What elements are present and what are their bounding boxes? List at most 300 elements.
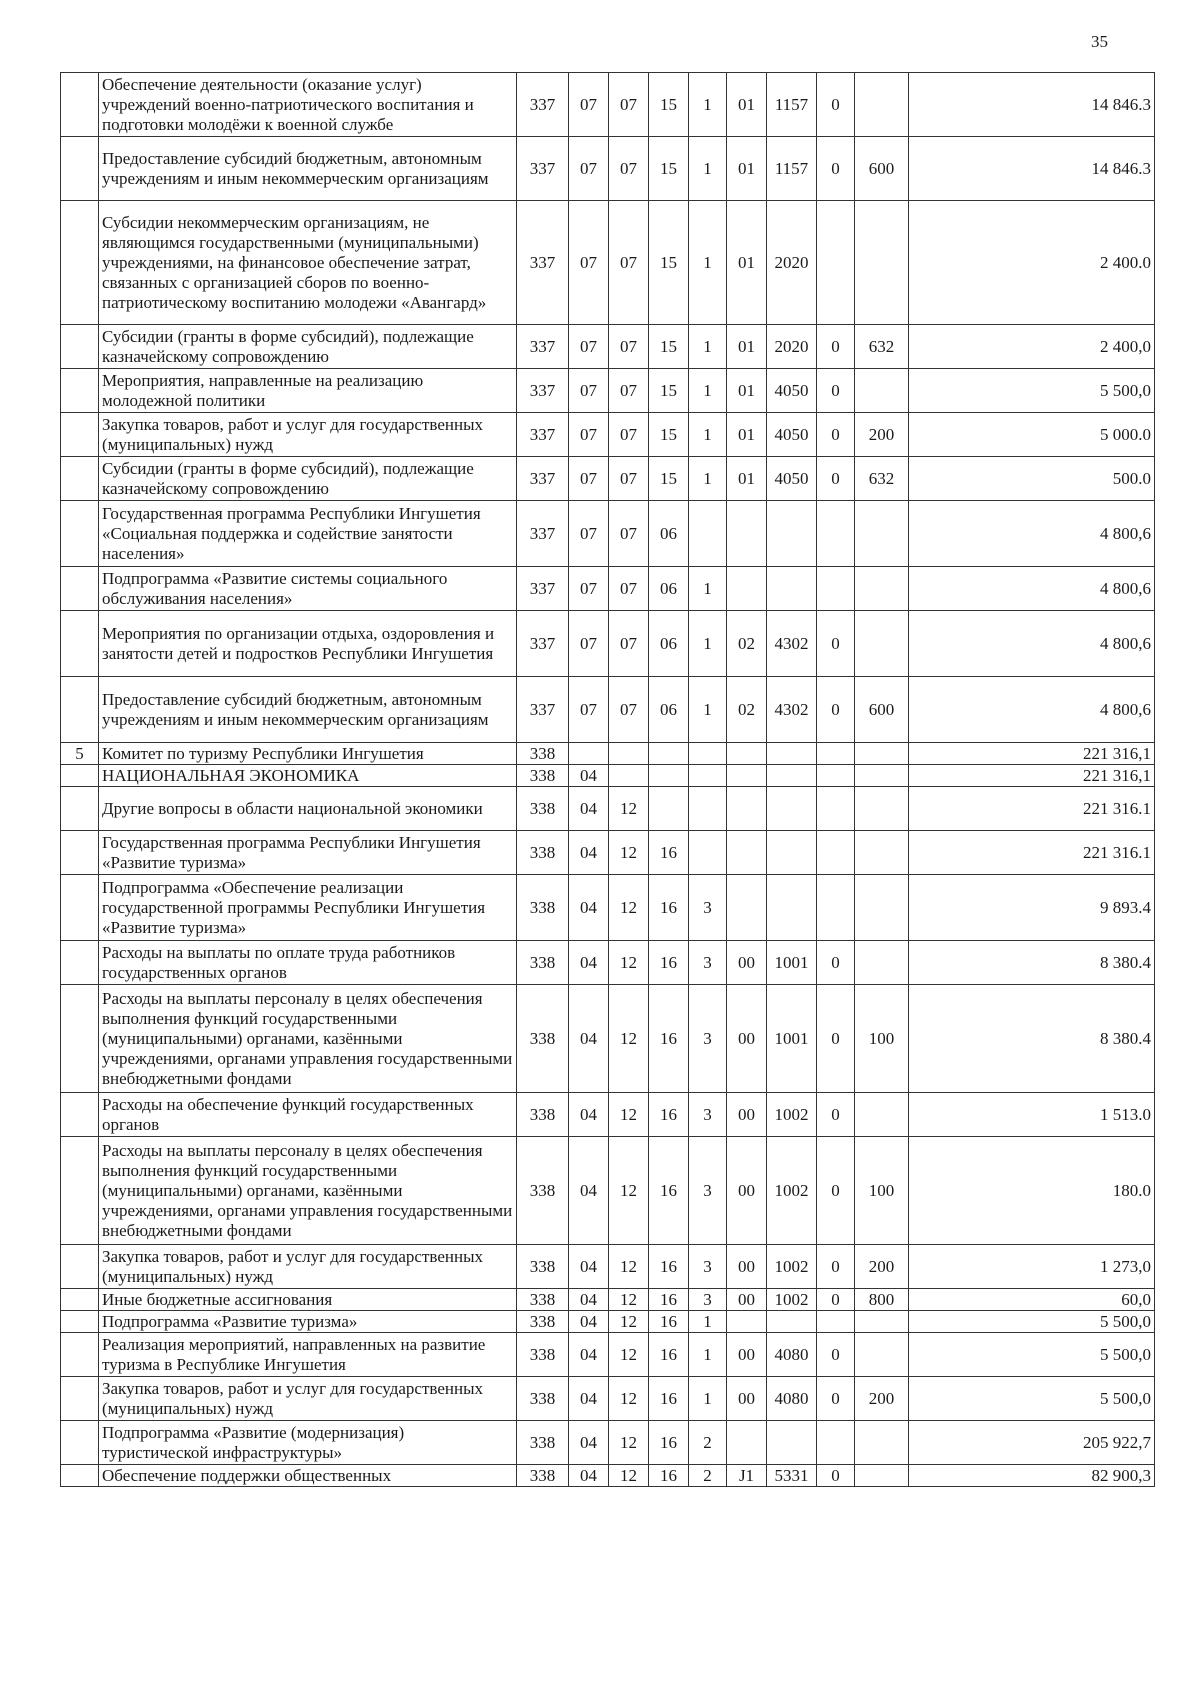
code-cell: 0: [817, 1289, 855, 1311]
code-cell: 337: [517, 457, 569, 501]
code-cell: 1: [689, 137, 727, 201]
code-cell: 338: [517, 1245, 569, 1289]
code-cell: 04: [569, 1377, 609, 1421]
table-row: [61, 985, 1155, 1093]
budget-table: [60, 72, 1155, 1487]
code-cell: [649, 787, 689, 831]
code-cell: 07: [609, 567, 649, 611]
row-index-cell: [61, 325, 99, 369]
amount-cell: 221 316.1: [909, 787, 1155, 831]
code-cell: [817, 1421, 855, 1465]
code-cell: 600: [855, 677, 909, 743]
row-index-cell: [61, 1137, 99, 1245]
code-cell: 04: [569, 1333, 609, 1377]
code-cell: 00: [727, 985, 767, 1093]
row-index-cell: [61, 201, 99, 325]
table-row: [61, 137, 1155, 201]
row-index-cell: [61, 1377, 99, 1421]
code-cell: 16: [649, 1465, 689, 1487]
code-cell: 00: [727, 1093, 767, 1137]
code-cell: 04: [569, 941, 609, 985]
item-name-cell: Подпрограмма «Развитие туризма»: [99, 1311, 517, 1333]
code-cell: [855, 1465, 909, 1487]
table-row: [61, 457, 1155, 501]
table-row: [61, 743, 1155, 765]
code-cell: 04: [569, 1311, 609, 1333]
code-cell: 0: [817, 413, 855, 457]
code-cell: 16: [649, 1245, 689, 1289]
code-cell: 16: [649, 941, 689, 985]
code-cell: 15: [649, 201, 689, 325]
code-cell: 04: [569, 1245, 609, 1289]
code-cell: 337: [517, 413, 569, 457]
item-name-cell: Субсидии (гранты в форме субсидий), подлежащие казначейскому сопровождению: [99, 457, 517, 501]
code-cell: 1: [689, 73, 727, 137]
code-cell: 600: [855, 137, 909, 201]
code-cell: [767, 743, 817, 765]
code-cell: 1002: [767, 1137, 817, 1245]
code-cell: 16: [649, 875, 689, 941]
code-cell: [727, 743, 767, 765]
code-cell: [855, 765, 909, 787]
code-cell: 2020: [767, 325, 817, 369]
code-cell: 07: [609, 457, 649, 501]
code-cell: [855, 1093, 909, 1137]
code-cell: 338: [517, 1465, 569, 1487]
code-cell: 4302: [767, 611, 817, 677]
code-cell: 12: [609, 1137, 649, 1245]
code-cell: 338: [517, 1289, 569, 1311]
amount-cell: 4 800,6: [909, 567, 1155, 611]
code-cell: 01: [727, 369, 767, 413]
code-cell: 00: [727, 1289, 767, 1311]
code-cell: 200: [855, 1245, 909, 1289]
table-row: [61, 1245, 1155, 1289]
item-name-cell: Расходы на выплаты по оплате труда работников государственных органов: [99, 941, 517, 985]
table-row: [61, 73, 1155, 137]
code-cell: [817, 787, 855, 831]
code-cell: 338: [517, 1377, 569, 1421]
code-cell: 15: [649, 413, 689, 457]
code-cell: 338: [517, 787, 569, 831]
amount-cell: 9 893.4: [909, 875, 1155, 941]
code-cell: [767, 1311, 817, 1333]
code-cell: 16: [649, 1093, 689, 1137]
code-cell: 337: [517, 73, 569, 137]
table-row: [61, 369, 1155, 413]
code-cell: 338: [517, 1137, 569, 1245]
code-cell: 337: [517, 567, 569, 611]
code-cell: 12: [609, 787, 649, 831]
amount-cell: 82 900,3: [909, 1465, 1155, 1487]
row-index-cell: [61, 73, 99, 137]
code-cell: 1: [689, 611, 727, 677]
item-name-cell: Подпрограмма «Обеспечение реализации государственной программы Республики Ингушетия «Развитие туризма»: [99, 875, 517, 941]
item-name-cell: Расходы на обеспечение функций государственных органов: [99, 1093, 517, 1137]
code-cell: [817, 875, 855, 941]
code-cell: 0: [817, 1093, 855, 1137]
code-cell: 04: [569, 1289, 609, 1311]
code-cell: 0: [817, 611, 855, 677]
code-cell: [855, 369, 909, 413]
code-cell: [855, 611, 909, 677]
code-cell: 3: [689, 1289, 727, 1311]
code-cell: 338: [517, 743, 569, 765]
code-cell: 07: [569, 73, 609, 137]
code-cell: 2020: [767, 201, 817, 325]
code-cell: 16: [649, 1137, 689, 1245]
code-cell: [855, 1333, 909, 1377]
code-cell: [855, 1421, 909, 1465]
amount-cell: 14 846.3: [909, 73, 1155, 137]
amount-cell: 2 400.0: [909, 201, 1155, 325]
row-index-cell: [61, 875, 99, 941]
row-index-cell: [61, 831, 99, 875]
code-cell: [609, 743, 649, 765]
code-cell: 0: [817, 457, 855, 501]
item-name-cell: Мероприятия по организации отдыха, оздоровления и занятости детей и подростков Республики Ингушетия: [99, 611, 517, 677]
code-cell: [569, 743, 609, 765]
code-cell: 4050: [767, 457, 817, 501]
amount-cell: 4 800,6: [909, 677, 1155, 743]
code-cell: 07: [569, 325, 609, 369]
code-cell: 07: [609, 501, 649, 567]
code-cell: J1: [727, 1465, 767, 1487]
code-cell: 0: [817, 1333, 855, 1377]
code-cell: 338: [517, 765, 569, 787]
code-cell: 07: [609, 201, 649, 325]
row-index-cell: [61, 765, 99, 787]
code-cell: 16: [649, 831, 689, 875]
code-cell: 02: [727, 611, 767, 677]
table-row: [61, 1289, 1155, 1311]
code-cell: [855, 73, 909, 137]
code-cell: 1: [689, 325, 727, 369]
code-cell: 16: [649, 1421, 689, 1465]
code-cell: 01: [727, 201, 767, 325]
code-cell: [855, 501, 909, 567]
table-row: [61, 1333, 1155, 1377]
row-index-cell: [61, 787, 99, 831]
code-cell: 15: [649, 325, 689, 369]
code-cell: 15: [649, 369, 689, 413]
code-cell: 04: [569, 985, 609, 1093]
code-cell: 1001: [767, 985, 817, 1093]
code-cell: 00: [727, 1333, 767, 1377]
code-cell: 07: [609, 369, 649, 413]
code-cell: 04: [569, 787, 609, 831]
code-cell: 06: [649, 677, 689, 743]
code-cell: 06: [649, 611, 689, 677]
amount-cell: 205 922,7: [909, 1421, 1155, 1465]
table-row: [61, 677, 1155, 743]
code-cell: [855, 875, 909, 941]
table-row: [61, 941, 1155, 985]
code-cell: 1: [689, 457, 727, 501]
code-cell: 16: [649, 1311, 689, 1333]
code-cell: 01: [727, 413, 767, 457]
code-cell: 07: [569, 611, 609, 677]
row-index-cell: [61, 369, 99, 413]
row-index-cell: [61, 941, 99, 985]
code-cell: 16: [649, 1289, 689, 1311]
table-row: [61, 765, 1155, 787]
item-name-cell: Расходы на выплаты персоналу в целях обеспечения выполнения функций государственными (муниципальными) органами, казёнными учреждениями, органами управления государственными внебюджетными фондами: [99, 1137, 517, 1245]
code-cell: 200: [855, 1377, 909, 1421]
code-cell: 338: [517, 831, 569, 875]
code-cell: 3: [689, 1245, 727, 1289]
row-index-cell: [61, 1311, 99, 1333]
code-cell: 337: [517, 501, 569, 567]
code-cell: 1: [689, 1377, 727, 1421]
row-index-cell: [61, 1333, 99, 1377]
code-cell: [689, 743, 727, 765]
row-index-cell: [61, 611, 99, 677]
amount-cell: 221 316,1: [909, 743, 1155, 765]
code-cell: 12: [609, 1465, 649, 1487]
code-cell: 12: [609, 1377, 649, 1421]
code-cell: [855, 201, 909, 325]
code-cell: 632: [855, 457, 909, 501]
code-cell: [727, 1311, 767, 1333]
row-index-cell: [61, 501, 99, 567]
code-cell: 1002: [767, 1093, 817, 1137]
code-cell: 1157: [767, 73, 817, 137]
table-body: [61, 73, 1155, 1487]
code-cell: 337: [517, 677, 569, 743]
item-name-cell: Закупка товаров, работ и услуг для государственных (муниципальных) нужд: [99, 413, 517, 457]
code-cell: 337: [517, 325, 569, 369]
code-cell: 2: [689, 1421, 727, 1465]
code-cell: 1: [689, 677, 727, 743]
code-cell: 07: [569, 369, 609, 413]
amount-cell: 5 500,0: [909, 369, 1155, 413]
code-cell: 1: [689, 1333, 727, 1377]
code-cell: [767, 567, 817, 611]
code-cell: 07: [609, 611, 649, 677]
code-cell: 3: [689, 1137, 727, 1245]
table-row: [61, 1377, 1155, 1421]
row-index-cell: [61, 1289, 99, 1311]
code-cell: 16: [649, 985, 689, 1093]
code-cell: 00: [727, 1137, 767, 1245]
code-cell: [855, 743, 909, 765]
code-cell: 04: [569, 1093, 609, 1137]
code-cell: 3: [689, 875, 727, 941]
code-cell: 1001: [767, 941, 817, 985]
amount-cell: 1 273,0: [909, 1245, 1155, 1289]
code-cell: 07: [609, 325, 649, 369]
code-cell: 06: [649, 567, 689, 611]
code-cell: 4050: [767, 413, 817, 457]
code-cell: 338: [517, 875, 569, 941]
row-index-cell: 5: [61, 743, 99, 765]
code-cell: 1157: [767, 137, 817, 201]
row-index-cell: [61, 137, 99, 201]
amount-cell: 180.0: [909, 1137, 1155, 1245]
code-cell: [767, 875, 817, 941]
code-cell: 0: [817, 325, 855, 369]
code-cell: 4302: [767, 677, 817, 743]
code-cell: [727, 765, 767, 787]
code-cell: 200: [855, 413, 909, 457]
code-cell: 338: [517, 1093, 569, 1137]
code-cell: 07: [609, 73, 649, 137]
item-name-cell: Предоставление субсидий бюджетным, автономным учреждениям и иным некоммерческим организациям: [99, 137, 517, 201]
item-name-cell: Подпрограмма «Развитие системы социального обслуживания населения»: [99, 567, 517, 611]
code-cell: 04: [569, 1137, 609, 1245]
code-cell: 0: [817, 137, 855, 201]
code-cell: [855, 787, 909, 831]
row-index-cell: [61, 1421, 99, 1465]
amount-cell: 14 846.3: [909, 137, 1155, 201]
row-index-cell: [61, 1245, 99, 1289]
code-cell: 01: [727, 73, 767, 137]
code-cell: 07: [569, 457, 609, 501]
code-cell: [817, 201, 855, 325]
code-cell: 337: [517, 611, 569, 677]
code-cell: 1002: [767, 1289, 817, 1311]
code-cell: 5331: [767, 1465, 817, 1487]
code-cell: 1: [689, 1311, 727, 1333]
amount-cell: 2 400,0: [909, 325, 1155, 369]
code-cell: 15: [649, 73, 689, 137]
code-cell: 338: [517, 1421, 569, 1465]
item-name-cell: Реализация мероприятий, направленных на развитие туризма в Республике Ингушетия: [99, 1333, 517, 1377]
code-cell: 12: [609, 1289, 649, 1311]
code-cell: [817, 501, 855, 567]
amount-cell: 500.0: [909, 457, 1155, 501]
code-cell: [855, 941, 909, 985]
code-cell: 04: [569, 831, 609, 875]
code-cell: 01: [727, 137, 767, 201]
code-cell: [817, 1311, 855, 1333]
code-cell: [767, 501, 817, 567]
amount-cell: 5 500,0: [909, 1311, 1155, 1333]
code-cell: 4050: [767, 369, 817, 413]
table-row: [61, 1311, 1155, 1333]
code-cell: 0: [817, 1465, 855, 1487]
item-name-cell: Закупка товаров, работ и услуг для государственных (муниципальных) нужд: [99, 1245, 517, 1289]
code-cell: 12: [609, 1245, 649, 1289]
table-row: [61, 567, 1155, 611]
page-number: 35: [1091, 32, 1108, 51]
code-cell: [727, 831, 767, 875]
amount-cell: 5 500,0: [909, 1333, 1155, 1377]
table-row: [61, 875, 1155, 941]
code-cell: [855, 567, 909, 611]
code-cell: 1: [689, 369, 727, 413]
item-name-cell: Подпрограмма «Развитие (модернизация) туристической инфраструктуры»: [99, 1421, 517, 1465]
code-cell: 338: [517, 1333, 569, 1377]
item-name-cell: Предоставление субсидий бюджетным, автономным учреждениям и иным некоммерческим организациям: [99, 677, 517, 743]
code-cell: [727, 1421, 767, 1465]
row-index-cell: [61, 985, 99, 1093]
code-cell: [855, 1311, 909, 1333]
code-cell: [727, 787, 767, 831]
code-cell: [817, 567, 855, 611]
code-cell: 800: [855, 1289, 909, 1311]
item-name-cell: Обеспечение поддержки общественных: [99, 1465, 517, 1487]
code-cell: 12: [609, 1333, 649, 1377]
item-name-cell: Иные бюджетные ассигнования: [99, 1289, 517, 1311]
item-name-cell: Государственная программа Республики Ингушетия «Социальная поддержка и содействие занятости населения»: [99, 501, 517, 567]
code-cell: 337: [517, 137, 569, 201]
table-row: [61, 1093, 1155, 1137]
amount-cell: 4 800,6: [909, 611, 1155, 677]
code-cell: 338: [517, 941, 569, 985]
code-cell: 4080: [767, 1377, 817, 1421]
row-index-cell: [61, 457, 99, 501]
item-name-cell: Другие вопросы в области национальной экономики: [99, 787, 517, 831]
code-cell: [727, 875, 767, 941]
amount-cell: 8 380.4: [909, 941, 1155, 985]
item-name-cell: Субсидии (гранты в форме субсидий), подлежащие казначейскому сопровождению: [99, 325, 517, 369]
code-cell: [767, 787, 817, 831]
table-row: [61, 501, 1155, 567]
code-cell: 0: [817, 1245, 855, 1289]
code-cell: 1: [689, 413, 727, 457]
table-row: [61, 413, 1155, 457]
code-cell: 00: [727, 941, 767, 985]
item-name-cell: Комитет по туризму Республики Ингушетия: [99, 743, 517, 765]
code-cell: 07: [569, 567, 609, 611]
table-row: [61, 831, 1155, 875]
code-cell: [689, 501, 727, 567]
row-index-cell: [61, 567, 99, 611]
code-cell: [689, 765, 727, 787]
code-cell: 00: [727, 1377, 767, 1421]
item-name-cell: Расходы на выплаты персоналу в целях обеспечения выполнения функций государственными (муниципальными) органами, казёнными учреждениями, органами управления государственными внебюджетными фондами: [99, 985, 517, 1093]
code-cell: 07: [569, 677, 609, 743]
code-cell: [727, 567, 767, 611]
code-cell: [727, 501, 767, 567]
code-cell: 632: [855, 325, 909, 369]
code-cell: 100: [855, 985, 909, 1093]
code-cell: 04: [569, 765, 609, 787]
item-name-cell: Закупка товаров, работ и услуг для государственных (муниципальных) нужд: [99, 1377, 517, 1421]
code-cell: 0: [817, 1137, 855, 1245]
code-cell: 337: [517, 369, 569, 413]
code-cell: 15: [649, 137, 689, 201]
code-cell: [609, 765, 649, 787]
code-cell: 07: [609, 413, 649, 457]
code-cell: 3: [689, 941, 727, 985]
code-cell: [855, 831, 909, 875]
table-row: [61, 201, 1155, 325]
code-cell: [817, 831, 855, 875]
table-row: [61, 325, 1155, 369]
code-cell: [817, 765, 855, 787]
code-cell: 02: [727, 677, 767, 743]
code-cell: 337: [517, 201, 569, 325]
amount-cell: 221 316,1: [909, 765, 1155, 787]
code-cell: 0: [817, 73, 855, 137]
code-cell: 07: [609, 677, 649, 743]
row-index-cell: [61, 677, 99, 743]
code-cell: 07: [569, 413, 609, 457]
amount-cell: 5 500,0: [909, 1377, 1155, 1421]
amount-cell: 8 380.4: [909, 985, 1155, 1093]
code-cell: [767, 1421, 817, 1465]
code-cell: 16: [649, 1333, 689, 1377]
table-row: [61, 1465, 1155, 1487]
code-cell: 0: [817, 369, 855, 413]
code-cell: 4080: [767, 1333, 817, 1377]
code-cell: 15: [649, 457, 689, 501]
code-cell: 3: [689, 1093, 727, 1137]
code-cell: 01: [727, 457, 767, 501]
